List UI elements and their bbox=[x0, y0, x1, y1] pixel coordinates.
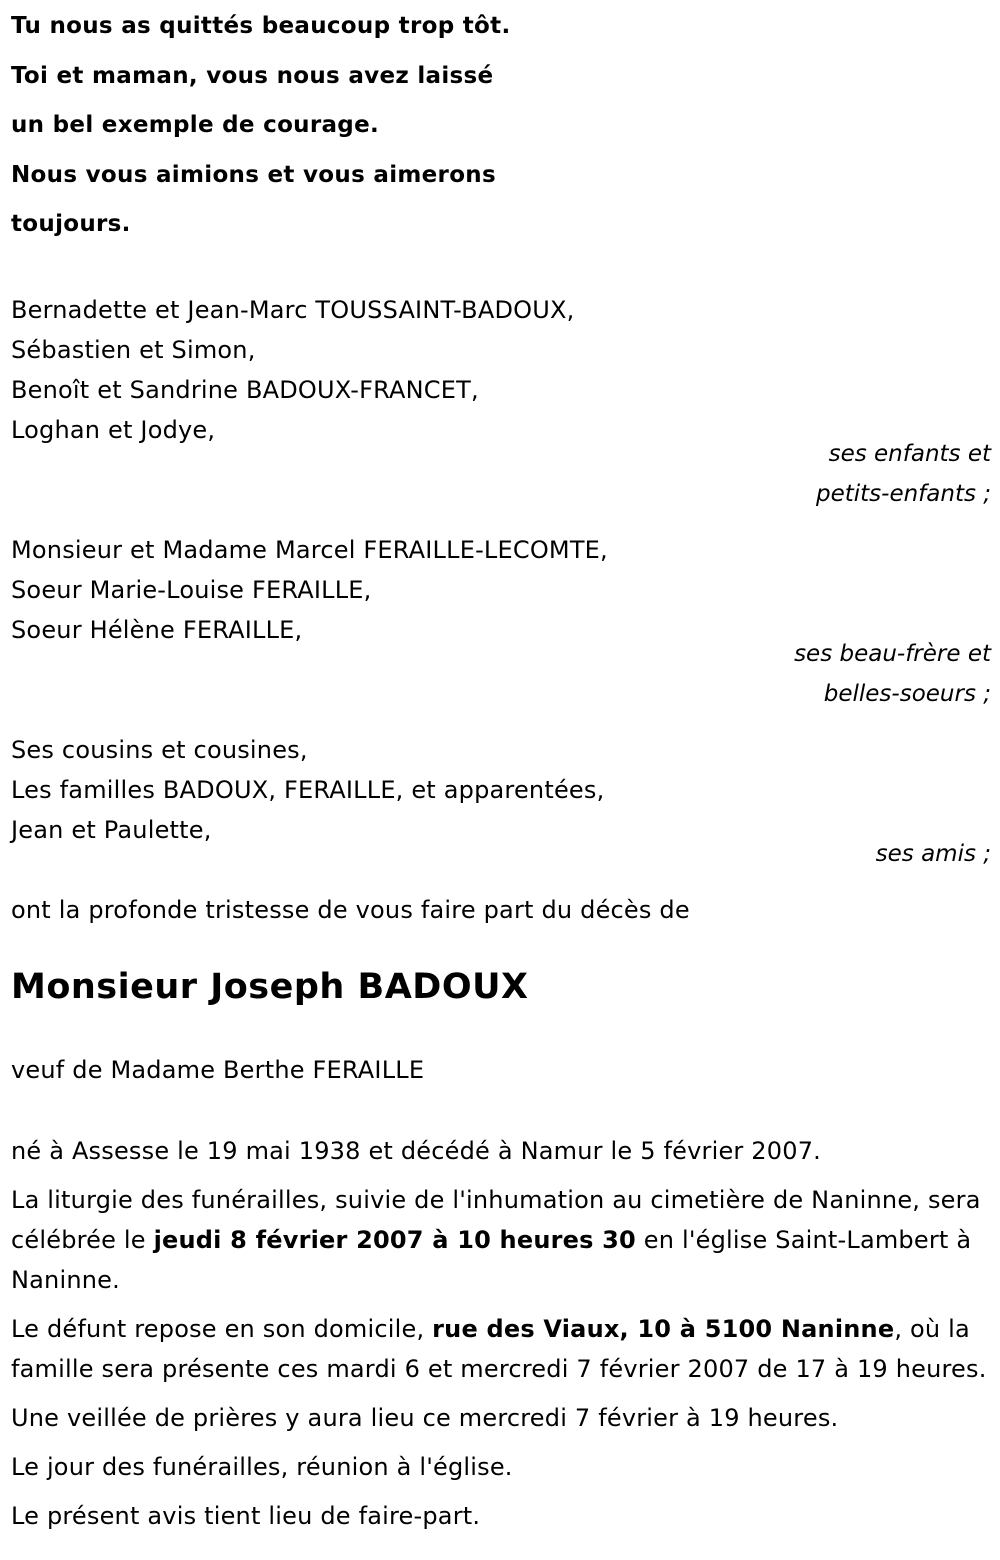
mourner-name: Soeur Marie-Louise FERAILLE, bbox=[11, 575, 372, 604]
funeral-text: en l'église Saint-Lambert à Naninne. bbox=[11, 1225, 972, 1294]
mourner-name: Monsieur et Madame Marcel FERAILLE-LECOMTE, bbox=[11, 535, 608, 564]
closing-line: Le présent avis tient lieu de faire-part. bbox=[11, 1501, 481, 1530]
relationship-line: ses beau-frère et bbox=[794, 640, 991, 667]
poem-line: un bel exemple de courage. bbox=[11, 112, 380, 138]
poem-line: toujours. bbox=[11, 211, 131, 237]
mourner-name: Ses cousins et cousines, bbox=[11, 735, 308, 764]
mourner-name: Bernadette et Jean-Marc TOUSSAINT-BADOUX, bbox=[11, 295, 575, 324]
relationship-line: ses enfants et bbox=[828, 440, 991, 467]
funeral-text: La liturgie des funérailles, suivie de l'inhumation au cimetière de Naninne, sera célébrée le bbox=[11, 1185, 981, 1254]
family-list bbox=[11, 290, 991, 874]
funeral-details bbox=[11, 1180, 991, 1300]
vigil-line: Une veillée de prières y aura lieu ce mercredi 7 février à 19 heures. bbox=[11, 1403, 839, 1432]
mourner-name: Sébastien et Simon, bbox=[11, 335, 256, 364]
relationship-line: belles-soeurs ; bbox=[823, 680, 991, 707]
mourner-name: Benoît et Sandrine BADOUX-FRANCET, bbox=[11, 375, 479, 404]
birth-death-line: né à Assesse le 19 mai 1938 et décédé à Namur le 5 février 2007. bbox=[11, 1136, 822, 1165]
family-group-in-laws bbox=[11, 530, 991, 714]
repose-text: , où la famille sera présente ces mardi 6 et mercredi 7 février 2007 de 17 à 19 heures. bbox=[11, 1314, 987, 1383]
relationship-line: ses amis ; bbox=[875, 840, 991, 867]
meeting-line: Le jour des funérailles, réunion à l'église. bbox=[11, 1452, 513, 1481]
opening-poem bbox=[11, 8, 991, 256]
poem-line: Tu nous as quittés beaucoup trop tôt. bbox=[11, 13, 511, 39]
family-group-children bbox=[11, 290, 991, 514]
funeral-date-time: jeudi 8 février 2007 à 10 heures 30 bbox=[153, 1225, 636, 1254]
relationship-line: petits-enfants ; bbox=[815, 480, 991, 507]
repose-text: Le défunt repose en son domicile, bbox=[11, 1314, 433, 1343]
mourner-name: Loghan et Jodye, bbox=[11, 415, 216, 444]
family-group-friends bbox=[11, 730, 991, 874]
poem-line: Nous vous aimions et vous aimerons bbox=[11, 161, 496, 188]
widow-line: veuf de Madame Berthe FERAILLE bbox=[11, 1055, 425, 1084]
obituary-notice bbox=[11, 0, 991, 1536]
mourner-name: Les familles BADOUX, FERAILLE, et apparentées, bbox=[11, 775, 605, 804]
mourner-name: Soeur Hélène FERAILLE, bbox=[11, 615, 303, 644]
poem-line: Toi et maman, vous nous avez laissé bbox=[11, 62, 494, 89]
mourner-name: Jean et Paulette, bbox=[11, 815, 212, 844]
announcement-intro: ont la profonde tristesse de vous faire part du décès de bbox=[11, 895, 690, 924]
deceased-name: Monsieur Joseph BADOUX bbox=[11, 966, 529, 1007]
repose-details bbox=[11, 1309, 991, 1389]
repose-address: rue des Viaux, 10 à 5100 Naninne bbox=[432, 1314, 895, 1343]
